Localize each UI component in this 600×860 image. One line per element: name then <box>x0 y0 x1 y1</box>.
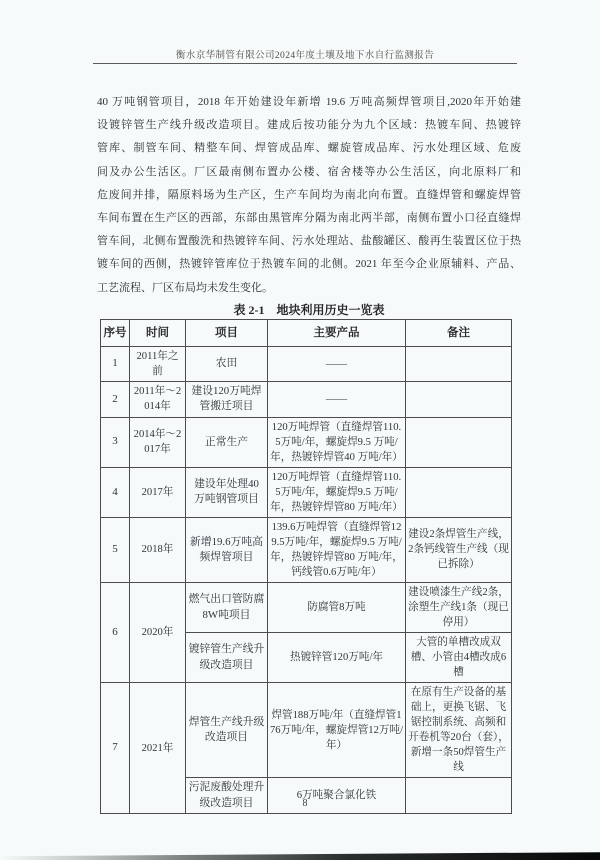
cell-note: 在原有生产设备的基础上，更换飞锯、飞锯控制系统、高频和开卷机等20台（套），新增一条50焊管生产线 <box>406 683 512 778</box>
paragraph-line: 镀车间的西侧，热镀锌管库位于热镀车间的北侧。2021 年至今企业原辅料、产品、 <box>97 258 521 271</box>
cell-project: 正常生产 <box>186 417 268 467</box>
paragraph-line: 工艺流程、厂区布局均未发生变化。 <box>97 281 273 294</box>
paragraph-line: 车间布置在生产区的西部，东部由黑管库分隔为南北两半部，南侧布置小口径直缝焊 <box>97 211 521 224</box>
page-number: 8 <box>302 798 308 809</box>
cell-product: 6万吨聚合氯化铁 <box>268 778 406 814</box>
cell-product: 139.6万吨焊管（直缝焊管129.5万吨/年，螺旋焊9.5 万吨/年，热镀锌焊管80 万吨/年，钙线管0.6万吨/年） <box>268 517 406 582</box>
cell-serial: 5 <box>101 517 130 582</box>
cell-project: 污泥废酸处理升级改造项目 <box>186 778 268 814</box>
cell-project: 镀锌管生产线升级改造项目 <box>186 633 268 683</box>
scan-edge-shadow <box>0 850 600 860</box>
cell-serial: 3 <box>101 417 130 467</box>
land-use-history-table-wrap <box>100 319 511 814</box>
table-row <box>101 382 512 418</box>
paragraph-line: 管库、制管车间、精整车间、焊管成品库、螺旋管成品库、污水处理区域、危废 <box>97 142 521 155</box>
cell-serial: 2 <box>101 382 130 418</box>
cell-time: 2011年之前 <box>130 347 186 382</box>
cell-serial: 6 <box>101 583 130 683</box>
cell-product: 防腐管8万吨 <box>268 583 406 633</box>
table-row <box>101 347 512 382</box>
table-body <box>101 347 512 814</box>
table-header-cell: 时间 <box>130 320 186 347</box>
table-header-cell: 序号 <box>101 320 130 347</box>
header-rule <box>93 63 517 64</box>
cell-product: 热镀锌管120万吨/年 <box>268 633 406 683</box>
cell-note <box>406 347 512 382</box>
table-row <box>101 417 512 467</box>
paragraph-line: 40 万吨钢管项目，2018 年开始建设年新增 19.6 万吨高频焊管项目,2020年开始建 <box>97 96 521 108</box>
cell-product: 120万吨焊管（直缝焊管110.5万吨/年，螺旋焊9.5 万吨/年，热镀锌焊管80 万吨/年） <box>268 467 406 517</box>
table-row <box>101 467 512 517</box>
cell-serial: 1 <box>101 347 130 382</box>
table-row <box>101 683 512 778</box>
paragraph-line: 危废间并排，隔原料场为生产区，生产车间均为南北向布置。直缝焊管和螺旋焊管 <box>97 188 521 201</box>
cell-project: 建设年处理40 万吨钢管项目 <box>186 467 268 517</box>
cell-note <box>406 417 512 467</box>
table-row <box>101 583 512 633</box>
cell-note <box>406 467 512 517</box>
cell-serial: 4 <box>101 467 130 517</box>
table-caption: 表 2-1 地块利用历史一览表 <box>233 303 385 317</box>
cell-project: 建设120万吨焊管搬迁项目 <box>186 382 268 418</box>
paragraph-line: 设镀锌管生产线升级改造项目。建成后按功能分为九个区域：热镀车间、热镀锌 <box>97 119 521 132</box>
table-header-cell: 项目 <box>186 320 268 347</box>
cell-time: 2014年～2017年 <box>130 417 186 467</box>
cell-project: 农田 <box>186 347 268 382</box>
cell-product: —— <box>268 382 406 418</box>
cell-note <box>406 382 512 418</box>
cell-time: 2017年 <box>130 467 186 517</box>
cell-product: 120万吨焊管（直缝焊管110.5万吨/年，螺旋焊9.5 万吨/年，热镀锌焊管40 万吨/年） <box>268 417 406 467</box>
table-header-cell: 备注 <box>406 320 512 347</box>
cell-time: 2011年～2014年 <box>130 382 186 418</box>
table-row <box>101 517 512 582</box>
body-paragraph <box>97 91 521 300</box>
cell-time: 2020年 <box>130 583 186 683</box>
cell-project: 焊管生产线升级改造项目 <box>186 683 268 778</box>
land-use-history-table <box>100 319 512 814</box>
cell-product: —— <box>268 347 406 382</box>
cell-note: 建设2条焊管生产线，2条钙线管生产线（现已拆除） <box>406 517 512 582</box>
cell-product: 焊管188万吨/年（直缝焊管176万吨/年，螺旋焊管12万吨/年） <box>268 683 406 778</box>
paragraph-line: 间及办公生活区。厂区最南侧布置办公楼、宿舍楼等办公生活区，向北原料厂和 <box>97 165 521 178</box>
cell-time: 2021年 <box>130 683 186 814</box>
cell-time: 2018年 <box>130 517 186 582</box>
cell-project: 新增19.6万吨高频焊管项目 <box>186 517 268 582</box>
cell-serial: 7 <box>101 683 130 814</box>
paragraph-line: 管车间，北侧布置酸洗和热镀锌车间、污水处理站、盐酸罐区、酸再生装置区位于热 <box>97 235 521 248</box>
cell-note: 建设喷漆生产线2条，涂塑生产线1条（现已停用） <box>406 583 512 633</box>
cell-project: 燃气出口管防腐8W吨项目 <box>186 583 268 633</box>
running-header-title: 衡水京华制管有限公司2024年度土壤及地下水自行监测报告 <box>175 51 435 61</box>
table-header-cell: 主要产品 <box>268 320 406 347</box>
cell-note: 大管的单槽改成双槽、小管由4槽改成6槽 <box>406 633 512 683</box>
table-header-row <box>101 320 512 347</box>
